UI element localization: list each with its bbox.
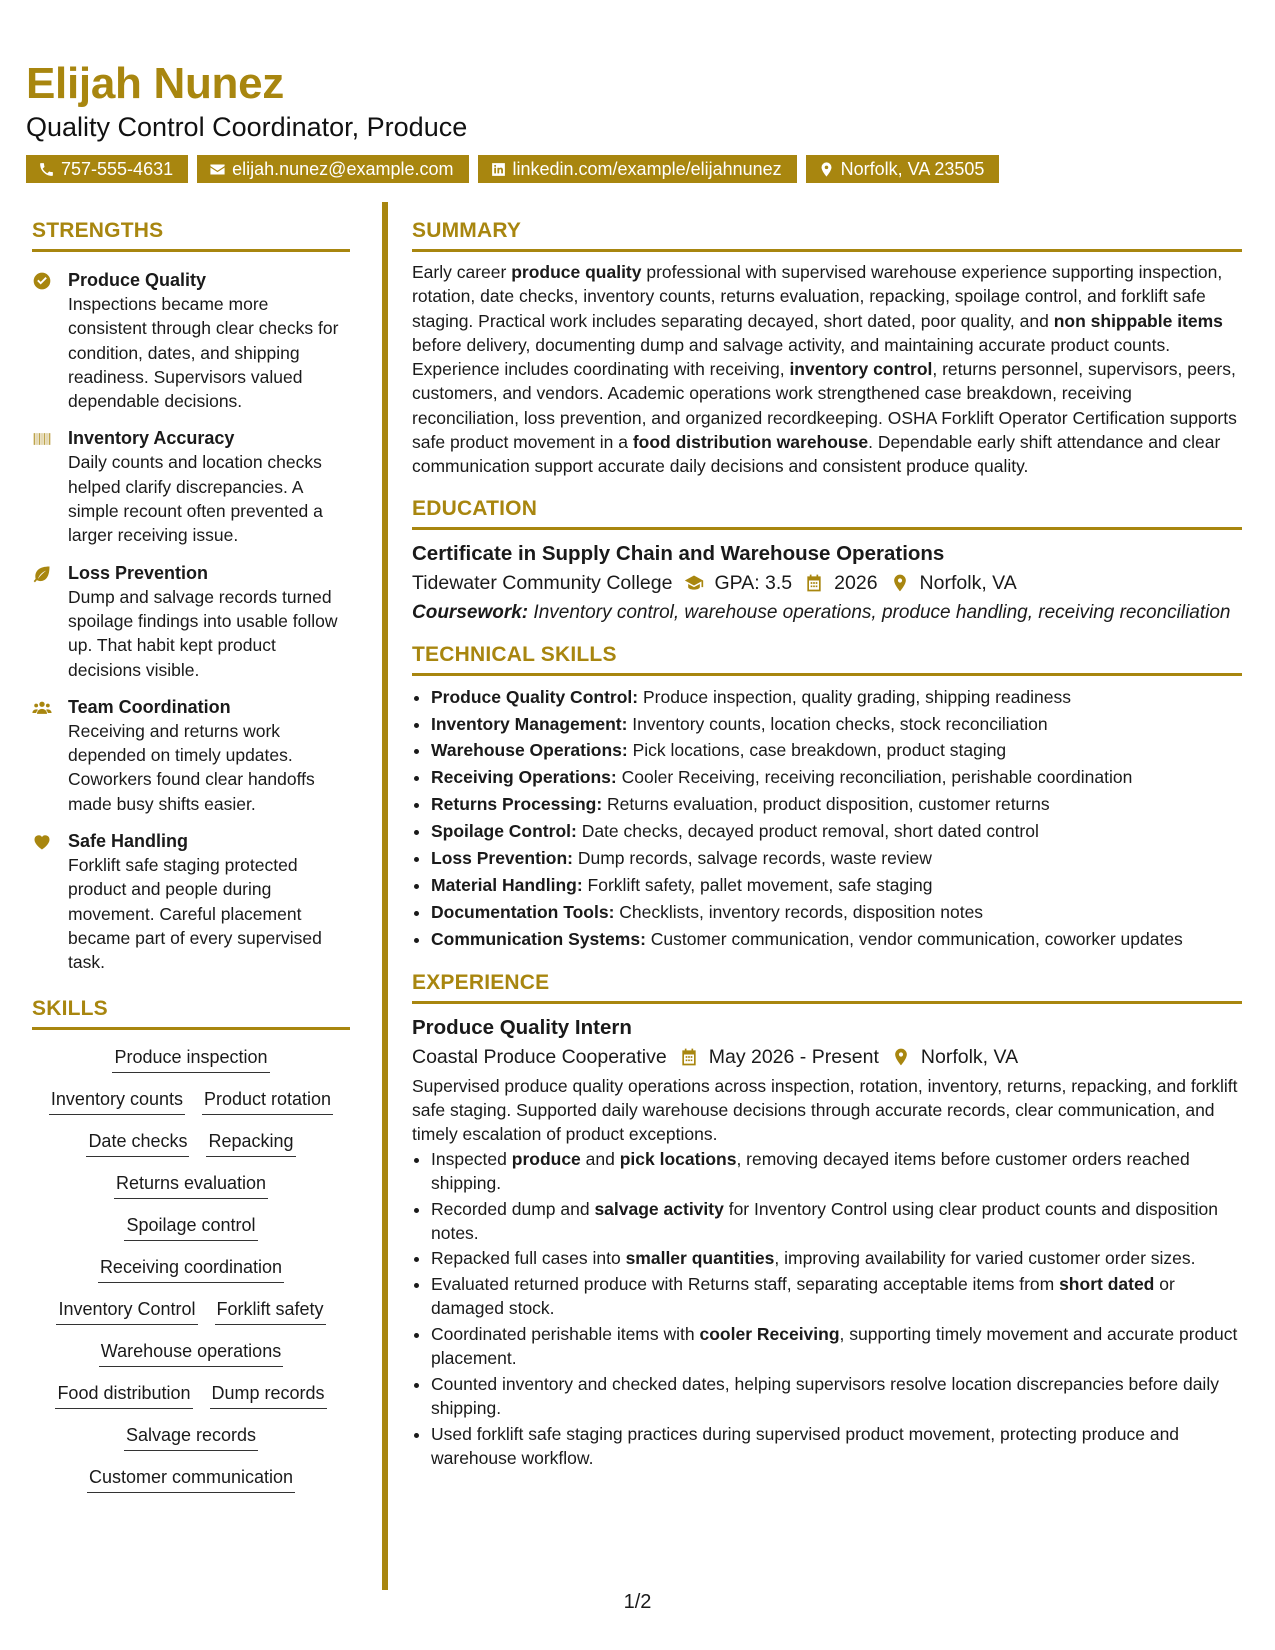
technical-skill-label: Spoilage Control: <box>431 821 577 842</box>
education-meta <box>412 568 1242 598</box>
gpa: GPA: 3.5 <box>714 571 793 594</box>
job-bullet <box>431 1322 1242 1370</box>
bold-phrase: smaller quantities <box>625 1248 775 1269</box>
technical-skill-value: Customer communication, vendor communication, coworker updates <box>645 928 1183 949</box>
contact-bar <box>26 155 1246 183</box>
phone-icon <box>38 161 55 178</box>
technical-skill-value: Checklists, inventory records, disposition notes <box>614 901 984 922</box>
text-run: and <box>580 1148 620 1169</box>
technical-skill-value: Forklift safety, pallet movement, safe staging <box>582 875 933 896</box>
technical-skills-list <box>412 684 1242 953</box>
text-run: before delivery, documenting dump and salvage activity, and maintaining accurate product counts. Experience includes coordinating with receiving, <box>412 334 1171 380</box>
job-summary: Supervised produce quality operations across inspection, rotation, inventory, returns, repacking, and forklift safe staging. Supported daily warehouse decisions through accurate records, clear communication, and timely escalation of product exceptions. <box>412 1075 1238 1145</box>
contact-location-text: Norfolk, VA 23505 <box>840 159 985 179</box>
technical-skill-item <box>431 926 1242 953</box>
text-run: , supporting timely movement and accurate product placement. <box>431 1324 1238 1369</box>
experience-heading: EXPERIENCE <box>412 971 1242 1004</box>
summary-text <box>412 260 1242 479</box>
text-run: Repacked full cases into <box>431 1248 626 1269</box>
skill-tag: Forklift safety <box>215 1296 326 1325</box>
summary-section <box>412 219 1242 479</box>
skills-section <box>32 997 350 1493</box>
technical-skill-item <box>431 872 1242 899</box>
job-bullet <box>431 1272 1242 1320</box>
skills-heading: SKILLS <box>32 997 350 1030</box>
technical-skill-item <box>431 684 1242 711</box>
calendar-icon <box>804 573 824 593</box>
bold-phrase: cooler Receiving <box>699 1324 840 1345</box>
job-bullet <box>431 1147 1242 1195</box>
technical-skill-item <box>431 737 1242 764</box>
skill-tag: Dump records <box>210 1380 327 1409</box>
technical-skill-item <box>431 711 1242 738</box>
location-pin-icon <box>891 1047 911 1067</box>
check-circle-icon <box>32 271 52 291</box>
contact-phone[interactable] <box>26 155 188 183</box>
technical-skill-label: Inventory Management: <box>431 713 628 734</box>
skill-tag: Spoilage control <box>124 1212 257 1241</box>
bold-phrase: inventory control <box>789 359 933 380</box>
skill-tag: Repacking <box>206 1128 295 1157</box>
technical-skill-label: Receiving Operations: <box>431 767 617 788</box>
candidate-title: Quality Control Coordinator, Produce <box>26 112 468 142</box>
leaf-icon <box>32 564 52 584</box>
technical-skill-label: Returns Processing: <box>431 794 603 815</box>
company-name: Coastal Produce Cooperative <box>412 1045 667 1068</box>
bold-phrase: non shippable items <box>1053 310 1223 331</box>
job-bullet <box>431 1422 1242 1470</box>
contact-linkedin[interactable] <box>478 155 797 183</box>
strength-item <box>32 829 350 974</box>
graduation-year: 2026 <box>834 571 878 594</box>
education-section <box>412 497 1242 625</box>
technical-skill-item <box>431 764 1242 791</box>
contact-phone-text: 757-555-4631 <box>61 159 174 179</box>
education-heading: EDUCATION <box>412 497 1242 530</box>
skill-row <box>32 1296 350 1325</box>
coursework-label: Coursework: <box>412 601 529 623</box>
strength-desc: Inspections became more consistent through clear checks for condition, dates, and shipping readiness. Supervisors valued dependable decisions. <box>68 294 339 412</box>
strength-name: Loss Prevention <box>68 562 209 583</box>
school-location: Norfolk, VA <box>919 571 1017 594</box>
skill-row <box>32 1254 350 1283</box>
page-number: 1/2 <box>623 1591 652 1613</box>
text-run: Counted inventory and checked dates, helping supervisors resolve location discrepancies before daily shipping. <box>431 1373 1219 1419</box>
skill-row <box>32 1170 350 1199</box>
technical-skill-value: Date checks, decayed product removal, short dated control <box>576 821 1039 842</box>
job-role: Produce Quality Intern <box>412 1015 632 1039</box>
skill-tag: Returns evaluation <box>114 1170 268 1199</box>
skill-tag: Product rotation <box>202 1086 333 1115</box>
coursework-text: Inventory control, warehouse operations, produce handling, receiving reconciliation <box>528 601 1231 623</box>
technical-skill-value: Dump records, salvage records, waste review <box>572 848 932 869</box>
skill-tag: Salvage records <box>124 1422 258 1451</box>
job-bullets <box>412 1147 1242 1471</box>
strength-item <box>32 426 350 547</box>
text-run: Used forklift safe staging practices during supervised product movement, protecting produce and warehouse workflow. <box>431 1423 1180 1469</box>
heart-icon <box>32 832 52 852</box>
skill-tag: Inventory Control <box>56 1296 197 1325</box>
strength-name: Team Coordination <box>68 696 231 717</box>
skill-tag: Date checks <box>86 1128 189 1157</box>
bold-phrase: food distribution warehouse <box>632 432 869 453</box>
technical-skills-section <box>412 643 1242 953</box>
text-run: Recorded dump and <box>431 1198 595 1219</box>
contact-email[interactable] <box>197 155 468 183</box>
text-run: , removing decayed items before customer orders reached shipping. <box>431 1148 1190 1193</box>
job-location: Norfolk, VA <box>920 1045 1019 1068</box>
bold-phrase: produce <box>511 1148 581 1169</box>
text-run: Early career <box>412 262 512 282</box>
job-bullet <box>431 1197 1242 1245</box>
job-bullet <box>431 1372 1242 1420</box>
strength-item <box>32 268 350 413</box>
skill-row <box>32 1044 350 1073</box>
technical-skill-label: Documentation Tools: <box>431 901 615 922</box>
skill-row <box>32 1464 350 1493</box>
text-run: Coordinated perishable items with <box>431 1324 700 1345</box>
strength-item <box>32 561 350 682</box>
technical-skill-value: Cooler Receiving, receiving reconciliation, perishable coordination <box>616 767 1133 788</box>
technical-skill-value: Pick locations, case breakdown, product staging <box>627 740 1007 761</box>
location-pin-icon <box>890 573 910 593</box>
strength-name: Safe Handling <box>68 831 189 852</box>
linkedin-icon <box>490 161 507 178</box>
technical-skill-value: Produce inspection, quality grading, shipping readiness <box>638 686 1072 707</box>
technical-skill-label: Produce Quality Control: <box>431 686 639 707</box>
technical-skill-label: Loss Prevention: <box>431 848 573 869</box>
skill-tag: Warehouse operations <box>99 1338 283 1367</box>
skill-tag: Inventory counts <box>49 1086 185 1115</box>
technical-skill-label: Warehouse Operations: <box>431 740 628 761</box>
text-run: . Dependable early shift attendance and clear communication support accurate daily decisions and consistent produce quality. <box>412 432 1221 477</box>
technical-skill-item <box>431 899 1242 926</box>
barcode-icon <box>32 429 52 449</box>
skill-tag: Produce inspection <box>112 1044 269 1073</box>
text-run: , improving availability for varied customer order sizes. <box>774 1248 1196 1269</box>
text-run: for Inventory Control using clear product counts and disposition notes. <box>431 1198 1219 1243</box>
contact-linkedin-text: linkedin.com/example/elijahnunez <box>512 159 782 179</box>
skill-tag: Food distribution <box>55 1380 192 1409</box>
skill-tag: Receiving coordination <box>98 1254 284 1283</box>
job-dates: May 2026 - Present <box>708 1045 879 1068</box>
job-meta <box>412 1042 1242 1072</box>
candidate-name: Elijah Nunez <box>26 59 284 108</box>
strength-desc: Forklift safe staging protected product and people during movement. Careful placement became part of every supervised task. <box>68 855 322 973</box>
strength-name: Produce Quality <box>68 270 207 290</box>
bold-phrase: produce quality <box>511 262 642 282</box>
graduation-cap-icon <box>684 573 704 593</box>
degree-title: Certificate in Supply Chain and Warehouse Operations <box>412 541 945 565</box>
strength-desc: Receiving and returns work depended on timely updates. Coworkers found clear handoffs made busy shifts easier. <box>68 720 315 814</box>
skill-row <box>32 1086 350 1115</box>
skill-list <box>32 1044 350 1493</box>
text-run: Inspected <box>431 1148 512 1169</box>
technical-skills-heading: TECHNICAL SKILLS <box>412 643 1242 676</box>
column-divider <box>382 202 388 1590</box>
text-run: or damaged stock. <box>431 1274 1175 1319</box>
strength-desc: Daily counts and location checks helped clarify discrepancies. A simple recount often prevented a larger receiving issue. <box>68 452 323 546</box>
experience-section <box>412 971 1242 1471</box>
strengths-heading: STRENGTHS <box>32 219 350 252</box>
left-column <box>32 219 350 1493</box>
skill-row <box>32 1338 350 1367</box>
envelope-icon <box>209 161 226 178</box>
technical-skill-label: Material Handling: <box>431 875 583 896</box>
bold-phrase: short dated <box>1059 1274 1155 1295</box>
technical-skill-item <box>431 845 1242 872</box>
strengths-section <box>32 219 350 975</box>
strength-desc: Dump and salvage records turned spoilage findings into usable follow up. That habit kept product decisions visible. <box>68 586 338 680</box>
text-run: Evaluated returned produce with Returns staff, separating acceptable items from <box>431 1274 1060 1295</box>
job-bullet <box>431 1246 1242 1270</box>
bold-phrase: salvage activity <box>594 1198 724 1219</box>
bold-phrase: pick locations <box>619 1148 737 1169</box>
skill-row <box>32 1422 350 1451</box>
skill-row <box>32 1380 350 1409</box>
strength-item <box>32 695 350 816</box>
text-run: , returns personnel, supervisors, peers, customers, and vendors. Academic operations work strengthened case breakdown, receiving reconciliation, loss prevention, and organized recordkeeping. OSHA Forklift Operator Certification supports safe product movement in a <box>412 359 1237 453</box>
text-run: professional with supervised warehouse experience supporting inspection, rotation, date checks, inventory counts, returns evaluation, repacking, spoilage control, and forklift safe staging. Practical work includes separating decayed, short dated, poor quality, and <box>412 262 1223 331</box>
contact-email-text: elijah.nunez@example.com <box>232 159 454 179</box>
resume-header <box>26 58 1246 183</box>
location-pin-icon <box>818 161 835 178</box>
contact-location <box>806 155 1000 183</box>
calendar-icon <box>679 1047 699 1067</box>
skill-row <box>32 1212 350 1241</box>
technical-skill-value: Returns evaluation, product disposition, customer returns <box>602 794 1050 815</box>
technical-skill-item <box>431 818 1242 845</box>
technical-skill-value: Inventory counts, location checks, stock reconciliation <box>627 713 1048 734</box>
school-name: Tidewater Community College <box>412 571 673 594</box>
summary-heading: SUMMARY <box>412 219 1242 252</box>
technical-skill-label: Communication Systems: <box>431 928 646 949</box>
coursework <box>412 601 1242 625</box>
strength-name: Inventory Accuracy <box>68 428 235 449</box>
technical-skill-item <box>431 791 1242 818</box>
right-column <box>412 219 1242 1472</box>
users-icon <box>32 698 52 718</box>
skill-tag: Customer communication <box>87 1464 295 1493</box>
skill-row <box>32 1128 350 1157</box>
